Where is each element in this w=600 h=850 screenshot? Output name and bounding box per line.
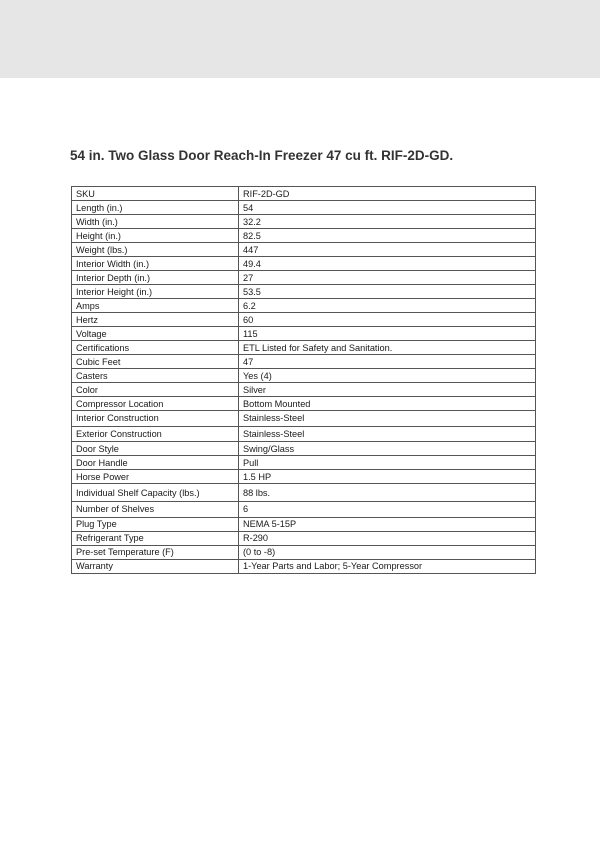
table-row [72, 229, 536, 243]
table-row [72, 355, 536, 369]
table-row [72, 442, 536, 456]
spec-value: 32.2 [239, 215, 536, 229]
spec-value: RIF-2D-GD [239, 187, 536, 201]
table-row [72, 187, 536, 201]
spec-label: Interior Construction [72, 411, 239, 427]
spec-label: Number of Shelves [72, 502, 239, 518]
spec-label: Interior Height (in.) [72, 285, 239, 299]
spec-label: Weight (lbs.) [72, 243, 239, 257]
spec-label: Door Handle [72, 456, 239, 470]
table-row [72, 559, 536, 573]
spec-label: Warranty [72, 559, 239, 573]
spec-label: Pre-set Temperature (F) [72, 545, 239, 559]
spec-label: Length (in.) [72, 201, 239, 215]
table-row [72, 397, 536, 411]
table-row [72, 531, 536, 545]
spec-label: Refrigerant Type [72, 531, 239, 545]
spec-label: Color [72, 383, 239, 397]
spec-value: R-290 [239, 531, 536, 545]
spec-label: Interior Width (in.) [72, 257, 239, 271]
table-row [72, 369, 536, 383]
spec-label: SKU [72, 187, 239, 201]
spec-value: 6.2 [239, 299, 536, 313]
spec-value: 115 [239, 327, 536, 341]
table-row [72, 456, 536, 470]
spec-value: (0 to -8) [239, 545, 536, 559]
table-row [72, 383, 536, 397]
spec-value: 60 [239, 313, 536, 327]
spec-label: Compressor Location [72, 397, 239, 411]
table-row [72, 341, 536, 355]
table-row [72, 502, 536, 518]
table-row [72, 545, 536, 559]
spec-value: Yes (4) [239, 369, 536, 383]
spec-value: 27 [239, 271, 536, 285]
spec-table [71, 186, 536, 574]
table-row [72, 313, 536, 327]
spec-value: 1.5 HP [239, 470, 536, 484]
spec-value: 49.4 [239, 257, 536, 271]
spec-label: Exterior Construction [72, 426, 239, 442]
table-row [72, 411, 536, 427]
spec-value: 47 [239, 355, 536, 369]
spec-label: Voltage [72, 327, 239, 341]
spec-label: Certifications [72, 341, 239, 355]
spec-label: Interior Depth (in.) [72, 271, 239, 285]
spec-value: Bottom Mounted [239, 397, 536, 411]
table-row [72, 517, 536, 531]
spec-label: Amps [72, 299, 239, 313]
table-row [72, 243, 536, 257]
spec-label: Cubic Feet [72, 355, 239, 369]
table-row [72, 470, 536, 484]
table-row [72, 426, 536, 442]
spec-value: 82.5 [239, 229, 536, 243]
table-row [72, 484, 536, 502]
spec-value: Stainless-Steel [239, 426, 536, 442]
spec-label: Horse Power [72, 470, 239, 484]
table-row [72, 327, 536, 341]
spec-value: 54 [239, 201, 536, 215]
spec-value: 53.5 [239, 285, 536, 299]
spec-value: 6 [239, 502, 536, 518]
spec-label: Height (in.) [72, 229, 239, 243]
spec-label: Casters [72, 369, 239, 383]
table-row [72, 257, 536, 271]
spec-value: ETL Listed for Safety and Sanitation. [239, 341, 536, 355]
spec-label: Width (in.) [72, 215, 239, 229]
spec-label: Door Style [72, 442, 239, 456]
spec-value: 1-Year Parts and Labor; 5-Year Compressor [239, 559, 536, 573]
spec-value: Swing/Glass [239, 442, 536, 456]
document-title: 54 in. Two Glass Door Reach-In Freezer 47 cu ft. RIF-2D-GD. [70, 148, 454, 163]
spec-value: NEMA 5-15P [239, 517, 536, 531]
table-row [72, 271, 536, 285]
spec-value: Stainless-Steel [239, 411, 536, 427]
spec-label: Hertz [72, 313, 239, 327]
table-row [72, 285, 536, 299]
spec-value: Pull [239, 456, 536, 470]
table-row [72, 215, 536, 229]
spec-label: Individual Shelf Capacity (lbs.) [72, 484, 239, 502]
spec-value: Silver [239, 383, 536, 397]
spec-value: 447 [239, 243, 536, 257]
table-row [72, 201, 536, 215]
spec-label: Plug Type [72, 517, 239, 531]
top-header-band [0, 0, 600, 78]
spec-value: 88 lbs. [239, 484, 536, 502]
table-row [72, 299, 536, 313]
spec-table-body [72, 187, 536, 574]
